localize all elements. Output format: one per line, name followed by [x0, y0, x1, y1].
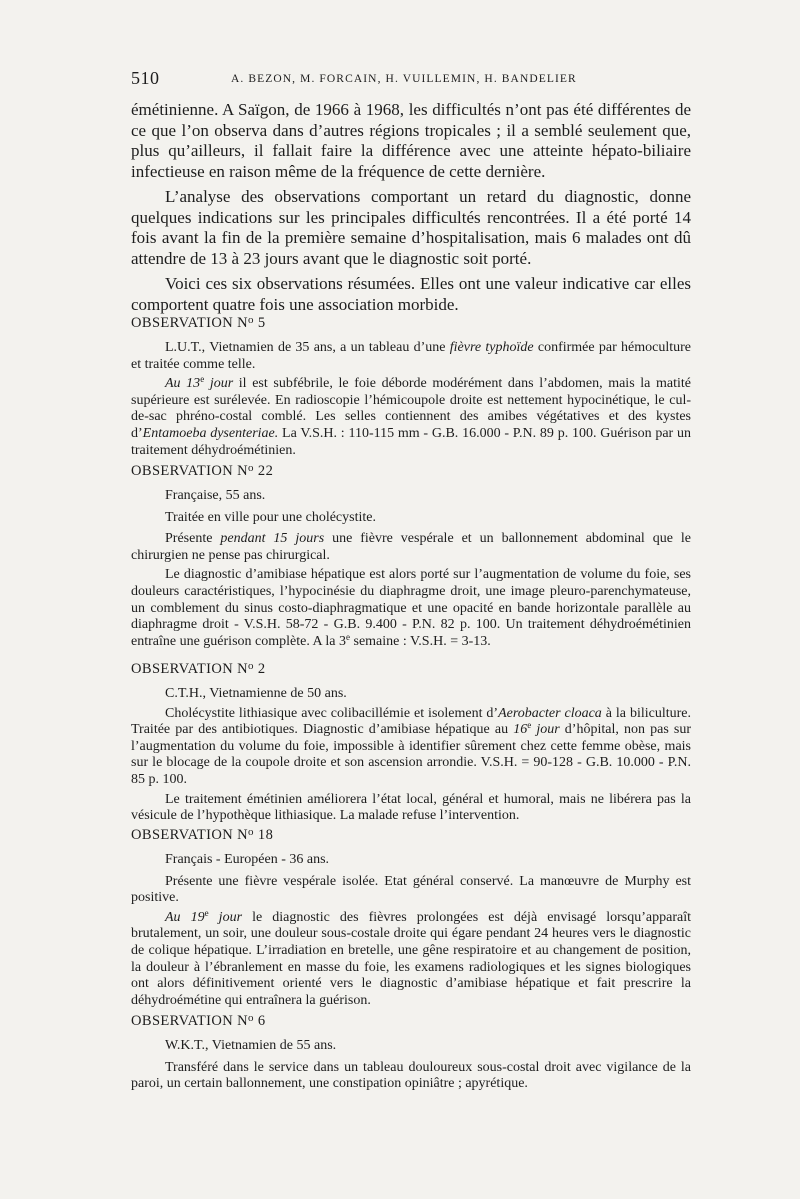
running-header — [131, 68, 691, 90]
observation-2-paragraph-1: C.T.H., Vietnamienne de 50 ans. — [165, 686, 347, 701]
page-number: 510 — [131, 68, 160, 88]
observation-6-heading: OBSERVATION $N^o$ 6 — [131, 1012, 266, 1029]
observation-22-paragraph-1: Française, 55 ans. — [165, 488, 266, 503]
observation-22-heading: OBSERVATION $N^o$ 22 — [131, 462, 274, 479]
observation-2-paragraph-3: Le traitement émétinien améliorera l’état local, général et humoral, mais ne libérera pas la vésicule de l’hypothèque lithiasique. La malade refuse l’intervention. — [131, 791, 691, 824]
intro-paragraph-1: émétinienne. A Saïgon, de 1966 à 1968, les difficultés n’ont pas été différentes de ce que l’on observa dans d’autres régions tropicales ; il a semblé seulement que, plus qu’ailleurs, il fallait faire la différence avec une atteinte hépato-biliaire infectieuse en raison même de la fréquence de cette dernière. — [131, 100, 691, 181]
intro-paragraph-2: L’analyse des observations comportant un retard du diagnostic, donne quelques indications sur les principales difficultés rencontrées. Il a été porté 14 fois avant la fin de la première semaine d’hospitalisation, mais 6 malades ont dû attendre de 13 à 23 jours avant que le diagnostic soit porté. — [131, 187, 691, 268]
observation-6-body — [131, 1038, 691, 1093]
observation-6-paragraph-2: Transféré dans le service dans un tableau douloureux sous-costal droit avec vigilance de la paroi, un certain ballonnement, une constipation opiniâtre ; apyrétique. — [131, 1059, 691, 1092]
observation-22-body — [131, 488, 691, 650]
running-head-authors: A. BEZON, M. FORCAIN, H. VUILLEMIN, H. BANDELIER — [231, 73, 577, 85]
observation-22-paragraph-4: Le diagnostic d’amibiase hépatique est alors porté sur l’augmentation de volume du foie, ses douleurs caractéristiques, l’hypocinésie du diaphragme droit, une image pleuro-parenchymateuse, un comblement du sinus costo-diaphragmatique et une opacité en bande horizontale parallèle au diaphragme droit - V.S.H. 58-72 - G.B. 9.400 - P.N. 82 p. 100. Un traitement déhydroémétinien entraîne une guérison complète. A la 3e semaine : V.S.H. = 3-13. — [131, 567, 691, 649]
observation-5-paragraph-2: Au 13e jour il est subfébrile, le foie déborde modérément dans l’abdomen, mais la matité supérieure est surélevée. En radioscopie l’hémicoupole droite est nettement hypocinétique, le cul-de-sac phréno-costal comblé. Les selles contiennent des amibes végétatives et des kystes d’Entamoeba dysenteriae. La V.S.H. : 110-115 mm - G.B. 16.000 - P.N. 89 p. 100. Guérison par un traitement déhydroémétinien. — [131, 374, 692, 458]
observation-18-heading: OBSERVATION $N^o$ 18 — [131, 826, 274, 843]
intro-section — [131, 100, 691, 315]
observation-6-paragraph-1: W.K.T., Vietnamien de 55 ans. — [165, 1038, 337, 1053]
observation-22-paragraph-3: Présente pendant 15 jours une fièvre vespérale et un ballonnement abdominal que le chirurgien ne pense pas chirurgical. — [131, 531, 691, 563]
intro-paragraph-3: Voici ces six observations résumées. Elles ont une valeur indicative car elles comportent quatre fois une association morbide. — [131, 274, 691, 314]
observation-18-body — [131, 852, 691, 1009]
observation-18-paragraph-3: Au 19e jour le diagnostic des fièvres prolongées est déjà envisagé lorsqu’apparaît brutalement, un soir, une douleur sous-costale droite qui égare pendant 24 heures vers le diagnostic de colique hépatique. L’irradiation en bretelle, une gêne respiratoire et au changement de position, la douleur à l’ébranlement en masse du foie, les examens radiologiques et les signes biologiques ont alors définitivement orienté vers le diagnostic d’amibiase hépatique et fait prescrire la déhydroémétine qui entraînera la guérison. — [131, 907, 692, 1008]
observation-22-paragraph-2: Traitée en ville pour une cholécystite. — [165, 509, 376, 525]
observation-2-body — [131, 686, 691, 825]
observation-2-heading: OBSERVATION $N^o$ 2 — [131, 660, 266, 677]
observation-18-paragraph-2: Présente une fièvre vespérale isolée. Etat général conservé. La manœuvre de Murphy est positive. — [131, 873, 691, 906]
observation-5-body — [131, 340, 691, 459]
observation-5-heading: OBSERVATION $N^o$ 5 — [131, 314, 266, 331]
observation-2-paragraph-2: Cholécystite lithiasique avec colibacillémie et isolement d’Aerobacter cloaca à la biliculture. Traitée par des antibiotiques. Diagnostic d’amibiase hépatique au 16e jour d’hôpital, non pas sur l’augmentation du volume du foie, impossible à identifier sûrement chez cette femme obèse, mais sur le blocage de la coupole droite et son ascension arrondie. V.S.H. = 90-128 - G.B. 10.000 - P.N. 85 p. 100. — [131, 705, 692, 787]
observation-5-paragraph-1: L.U.T., Vietnamien de 35 ans, a un tableau d’une fièvre typhoïde confirmée par hémoculture et traitée comme telle. — [131, 340, 692, 372]
observation-18-paragraph-1: Français - Européen - 36 ans. — [165, 852, 330, 867]
